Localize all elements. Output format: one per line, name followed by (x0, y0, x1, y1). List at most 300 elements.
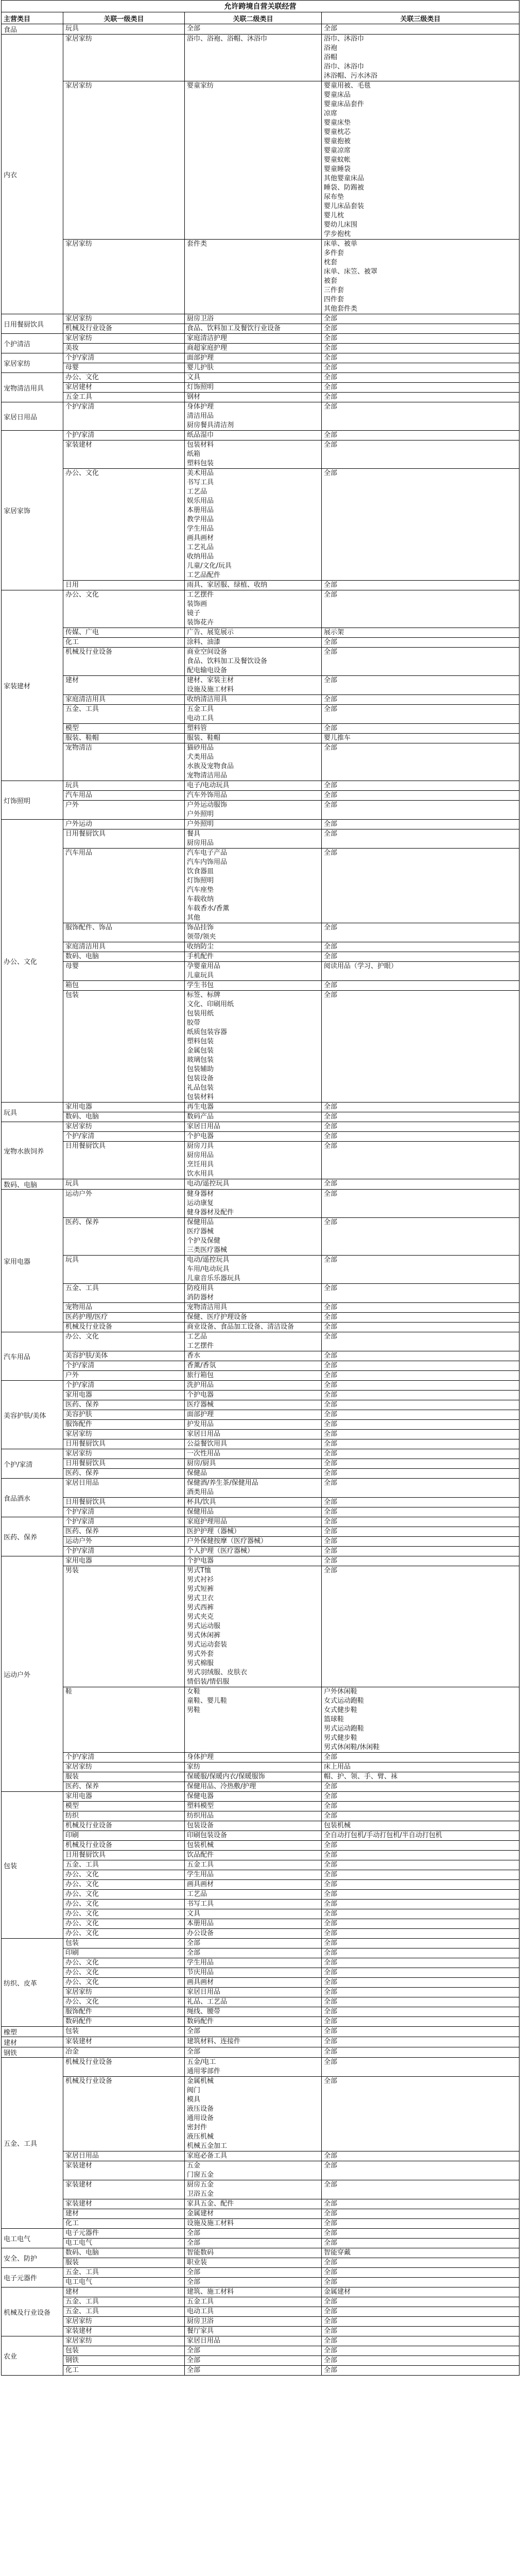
level2-cell[interactable] (185, 2356, 322, 2366)
main-category-cell[interactable]: 电工电气 (2, 2229, 63, 2248)
level3-cell[interactable] (322, 2229, 519, 2239)
level3-cell[interactable] (322, 2307, 519, 2317)
level1-cell[interactable] (63, 1948, 185, 1958)
level2-cell[interactable] (185, 923, 322, 942)
level1-cell[interactable] (63, 1142, 185, 1179)
level2-cell[interactable] (185, 791, 322, 801)
level1-cell[interactable] (63, 2297, 185, 2307)
level1-cell[interactable] (63, 240, 185, 314)
level1-cell[interactable] (63, 1190, 185, 1218)
level3-cell[interactable] (322, 2317, 519, 2327)
main-category-cell[interactable]: 安全、防护 (2, 2248, 63, 2268)
main-category-cell[interactable]: 美容护肤/美体 (2, 1381, 63, 1449)
level1-cell[interactable] (63, 820, 185, 829)
level1-cell[interactable] (63, 1841, 185, 1851)
level3-cell[interactable] (322, 1469, 519, 1479)
level1-cell[interactable] (63, 2209, 185, 2219)
level3-cell[interactable] (322, 1410, 519, 1420)
main-category-cell[interactable]: 家居日用品 (2, 402, 63, 431)
level1-cell[interactable] (63, 1449, 185, 1459)
level2-cell[interactable] (185, 952, 322, 962)
level1-cell[interactable] (63, 1371, 185, 1381)
level1-cell[interactable] (63, 1112, 185, 1122)
level3-cell[interactable] (322, 431, 519, 440)
level1-cell[interactable] (63, 1762, 185, 1772)
level3-cell[interactable] (322, 2268, 519, 2278)
level2-cell[interactable] (185, 1449, 322, 1459)
level2-cell[interactable] (185, 363, 322, 373)
level1-cell[interactable] (63, 1122, 185, 1132)
level1-cell[interactable] (63, 1831, 185, 1841)
level2-cell[interactable] (185, 1537, 322, 1547)
level3-cell[interactable] (322, 942, 519, 952)
level3-cell[interactable] (322, 1284, 519, 1303)
level3-cell[interactable] (322, 676, 519, 695)
level1-cell[interactable] (63, 469, 185, 581)
level2-cell[interactable] (185, 1351, 322, 1361)
level3-cell[interactable] (322, 2346, 519, 2356)
level3-cell[interactable] (322, 590, 519, 628)
level3-cell[interactable] (322, 1802, 519, 1811)
level1-cell[interactable] (63, 1381, 185, 1391)
main-category-cell[interactable]: 五金、工具 (2, 2058, 63, 2229)
level1-cell[interactable] (63, 743, 185, 781)
level2-cell[interactable] (185, 1479, 322, 1498)
level2-cell[interactable] (185, 648, 322, 676)
level1-cell[interactable] (63, 2307, 185, 2317)
level2-cell[interactable] (185, 334, 322, 344)
level1-cell[interactable] (63, 334, 185, 344)
level2-cell[interactable] (185, 314, 322, 324)
level3-cell[interactable] (322, 2327, 519, 2336)
level3-cell[interactable] (322, 1459, 519, 1469)
level2-cell[interactable] (185, 705, 322, 724)
level2-cell[interactable] (185, 2278, 322, 2287)
level3-cell[interactable] (322, 1851, 519, 1860)
level2-cell[interactable] (185, 2219, 322, 2229)
level3-cell[interactable] (322, 2007, 519, 2017)
level1-cell[interactable] (63, 35, 185, 81)
level1-cell[interactable] (63, 695, 185, 705)
level2-cell[interactable] (185, 1870, 322, 1880)
level1-cell[interactable] (63, 314, 185, 324)
level1-cell[interactable] (63, 923, 185, 942)
level3-cell[interactable] (322, 363, 519, 373)
level1-cell[interactable] (63, 2248, 185, 2258)
level2-cell[interactable] (185, 734, 322, 743)
level1-cell[interactable] (63, 2356, 185, 2366)
level2-cell[interactable] (185, 1988, 322, 1997)
main-category-cell[interactable]: 个护清洁 (2, 334, 63, 353)
level3-cell[interactable] (322, 1527, 519, 1537)
level1-cell[interactable] (63, 363, 185, 373)
level3-cell[interactable] (322, 581, 519, 590)
level2-cell[interactable] (185, 2327, 322, 2336)
level1-cell[interactable] (63, 791, 185, 801)
level3-cell[interactable] (322, 734, 519, 743)
level1-cell[interactable] (63, 2047, 185, 2058)
level3-cell[interactable] (322, 743, 519, 781)
level1-cell[interactable] (63, 1256, 185, 1284)
level1-cell[interactable] (63, 2239, 185, 2248)
level3-cell[interactable] (322, 2151, 519, 2161)
level1-cell[interactable] (63, 2336, 185, 2346)
level3-cell[interactable] (322, 1449, 519, 1459)
level1-cell[interactable] (63, 1821, 185, 1831)
level1-cell[interactable] (63, 734, 185, 743)
level1-cell[interactable] (63, 353, 185, 363)
main-category-cell[interactable]: 农业 (2, 2336, 63, 2376)
level2-cell[interactable] (185, 638, 322, 648)
level3-cell[interactable] (322, 1870, 519, 1880)
main-category-cell[interactable]: 电子元器件 (2, 2268, 63, 2287)
level2-cell[interactable] (185, 1919, 322, 1929)
level1-cell[interactable] (63, 1939, 185, 1948)
level1-cell[interactable] (63, 1420, 185, 1430)
main-category-cell[interactable]: 橡塑 (2, 2027, 63, 2037)
level3-cell[interactable] (322, 2239, 519, 2248)
level3-cell[interactable] (322, 829, 519, 849)
level1-cell[interactable] (63, 590, 185, 628)
level2-cell[interactable] (185, 1821, 322, 1831)
level1-cell[interactable] (63, 1303, 185, 1313)
level2-cell[interactable] (185, 1968, 322, 1978)
level3-cell[interactable] (322, 705, 519, 724)
level1-cell[interactable] (63, 581, 185, 590)
level3-cell[interactable] (322, 1400, 519, 1410)
level3-cell[interactable] (322, 1332, 519, 1351)
main-category-cell[interactable]: 家居家饰 (2, 431, 63, 590)
level3-cell[interactable] (322, 1351, 519, 1361)
level2-cell[interactable] (185, 2366, 322, 2376)
level1-cell[interactable] (63, 1753, 185, 1762)
level1-cell[interactable] (63, 24, 185, 35)
level2-cell[interactable] (185, 801, 322, 820)
level1-cell[interactable] (63, 2151, 185, 2161)
level2-cell[interactable] (185, 1929, 322, 1939)
level2-cell[interactable] (185, 2239, 322, 2248)
level1-cell[interactable] (63, 1968, 185, 1978)
level2-cell[interactable] (185, 781, 322, 791)
level3-cell[interactable] (322, 1880, 519, 1890)
level3-cell[interactable] (322, 1900, 519, 1909)
level1-cell[interactable] (63, 1880, 185, 1890)
level2-cell[interactable] (185, 2161, 322, 2180)
level3-cell[interactable] (322, 1948, 519, 1958)
level1-cell[interactable] (63, 829, 185, 849)
level3-cell[interactable] (322, 1811, 519, 1821)
level3-cell[interactable] (322, 1142, 519, 1179)
level3-cell[interactable] (322, 1939, 519, 1948)
level3-cell[interactable] (322, 1190, 519, 1218)
level3-cell[interactable] (322, 1507, 519, 1517)
level3-cell[interactable] (322, 1420, 519, 1430)
level3-cell[interactable] (322, 962, 519, 981)
level1-cell[interactable] (63, 2180, 185, 2199)
level2-cell[interactable] (185, 469, 322, 581)
level1-cell[interactable] (63, 638, 185, 648)
level2-cell[interactable] (185, 942, 322, 952)
level2-cell[interactable] (185, 2258, 322, 2268)
level1-cell[interactable] (63, 1332, 185, 1351)
level1-cell[interactable] (63, 2199, 185, 2209)
level1-cell[interactable] (63, 2268, 185, 2278)
level2-cell[interactable] (185, 676, 322, 695)
level2-cell[interactable] (185, 1880, 322, 1890)
level2-cell[interactable] (185, 962, 322, 981)
level3-cell[interactable] (322, 1890, 519, 1900)
level1-cell[interactable] (63, 1890, 185, 1900)
level3-cell[interactable] (322, 1132, 519, 1142)
level3-cell[interactable] (322, 1841, 519, 1851)
level1-cell[interactable] (63, 724, 185, 734)
level1-cell[interactable] (63, 1782, 185, 1792)
level2-cell[interactable] (185, 1687, 322, 1753)
main-category-cell[interactable]: 玩具 (2, 1103, 63, 1122)
level1-cell[interactable] (63, 1132, 185, 1142)
level2-cell[interactable] (185, 1420, 322, 1430)
level1-cell[interactable] (63, 81, 185, 240)
level2-cell[interactable] (185, 820, 322, 829)
level1-cell[interactable] (63, 2258, 185, 2268)
level3-cell[interactable] (322, 2287, 519, 2297)
level2-cell[interactable] (185, 1256, 322, 1284)
level2-cell[interactable] (185, 1179, 322, 1190)
level3-cell[interactable] (322, 781, 519, 791)
level3-cell[interactable] (322, 648, 519, 676)
level2-cell[interactable] (185, 2307, 322, 2317)
level2-cell[interactable] (185, 724, 322, 734)
level2-cell[interactable] (185, 2229, 322, 2239)
level3-cell[interactable] (322, 1909, 519, 1919)
level1-cell[interactable] (63, 1323, 185, 1332)
level1-cell[interactable] (63, 2077, 185, 2151)
main-category-cell[interactable]: 内衣 (2, 35, 63, 314)
main-category-cell[interactable]: 钢铁 (2, 2047, 63, 2058)
level3-cell[interactable] (322, 1256, 519, 1284)
level2-cell[interactable] (185, 2209, 322, 2219)
level2-cell[interactable] (185, 1103, 322, 1112)
level2-cell[interactable] (185, 1547, 322, 1556)
level3-cell[interactable] (322, 923, 519, 942)
level1-cell[interactable] (63, 1469, 185, 1479)
level3-cell[interactable] (322, 1122, 519, 1132)
main-category-cell[interactable]: 宠物水族饲养 (2, 1122, 63, 1179)
level3-cell[interactable] (322, 373, 519, 383)
level2-cell[interactable] (185, 1978, 322, 1988)
main-category-cell[interactable]: 运动户外 (2, 1556, 63, 1792)
level1-cell[interactable] (63, 1103, 185, 1112)
level1-cell[interactable] (63, 2366, 185, 2376)
level2-cell[interactable] (185, 1218, 322, 1256)
level1-cell[interactable] (63, 676, 185, 695)
level3-cell[interactable] (322, 1547, 519, 1556)
level1-cell[interactable] (63, 1811, 185, 1821)
level1-cell[interactable] (63, 801, 185, 820)
level3-cell[interactable] (322, 1323, 519, 1332)
level1-cell[interactable] (63, 2278, 185, 2287)
level1-cell[interactable] (63, 1900, 185, 1909)
level2-cell[interactable] (185, 1323, 322, 1332)
main-category-cell[interactable]: 数码、电脑 (2, 1179, 63, 1190)
level3-cell[interactable] (322, 1792, 519, 1802)
level1-cell[interactable] (63, 1566, 185, 1687)
level2-cell[interactable] (185, 2336, 322, 2346)
level1-cell[interactable] (63, 1459, 185, 1469)
level2-cell[interactable] (185, 2017, 322, 2027)
level1-cell[interactable] (63, 1361, 185, 1371)
level1-cell[interactable] (63, 849, 185, 923)
level3-cell[interactable] (322, 1303, 519, 1313)
level2-cell[interactable] (185, 1469, 322, 1479)
level3-cell[interactable] (322, 2161, 519, 2180)
level2-cell[interactable] (185, 2077, 322, 2151)
level2-cell[interactable] (185, 2297, 322, 2307)
level1-cell[interactable] (63, 1430, 185, 1439)
level1-cell[interactable] (63, 991, 185, 1103)
level3-cell[interactable] (322, 1313, 519, 1323)
level3-cell[interactable] (322, 695, 519, 705)
level2-cell[interactable] (185, 2346, 322, 2356)
level2-cell[interactable] (185, 743, 322, 781)
level3-cell[interactable] (322, 1498, 519, 1507)
level3-cell[interactable] (322, 1997, 519, 2007)
level2-cell[interactable] (185, 1381, 322, 1391)
level2-cell[interactable] (185, 240, 322, 314)
level2-cell[interactable] (185, 1439, 322, 1449)
level3-cell[interactable] (322, 991, 519, 1103)
level2-cell[interactable] (185, 1566, 322, 1687)
level1-cell[interactable] (63, 344, 185, 353)
level1-cell[interactable] (63, 402, 185, 431)
level3-cell[interactable] (322, 81, 519, 240)
level3-cell[interactable] (322, 1517, 519, 1527)
level3-cell[interactable] (322, 1687, 519, 1753)
level1-cell[interactable] (63, 373, 185, 383)
level1-cell[interactable] (63, 1517, 185, 1527)
level2-cell[interactable] (185, 1459, 322, 1469)
level2-cell[interactable] (185, 402, 322, 431)
level3-cell[interactable] (322, 334, 519, 344)
level3-cell[interactable] (322, 2209, 519, 2219)
level3-cell[interactable] (322, 638, 519, 648)
level2-cell[interactable] (185, 981, 322, 991)
level3-cell[interactable] (322, 324, 519, 334)
level2-cell[interactable] (185, 628, 322, 638)
level1-cell[interactable] (63, 2027, 185, 2037)
main-category-cell[interactable]: 家用电器 (2, 1190, 63, 1332)
level3-cell[interactable] (322, 2336, 519, 2346)
level1-cell[interactable] (63, 1772, 185, 1782)
level3-cell[interactable] (322, 849, 519, 923)
level3-cell[interactable] (322, 1753, 519, 1762)
level2-cell[interactable] (185, 1851, 322, 1860)
level3-cell[interactable] (322, 1361, 519, 1371)
level2-cell[interactable] (185, 1303, 322, 1313)
level3-cell[interactable] (322, 1919, 519, 1929)
level1-cell[interactable] (63, 1851, 185, 1860)
main-category-cell[interactable]: 个护/家清 (2, 1449, 63, 1479)
level3-cell[interactable] (322, 314, 519, 324)
level3-cell[interactable] (322, 628, 519, 638)
level2-cell[interactable] (185, 2007, 322, 2017)
level3-cell[interactable] (322, 240, 519, 314)
main-category-cell[interactable]: 宠物清洁用具 (2, 373, 63, 402)
level1-cell[interactable] (63, 1919, 185, 1929)
level2-cell[interactable] (185, 35, 322, 81)
level1-cell[interactable] (63, 705, 185, 724)
level3-cell[interactable] (322, 1479, 519, 1498)
level3-cell[interactable] (322, 791, 519, 801)
level2-cell[interactable] (185, 695, 322, 705)
level1-cell[interactable] (63, 383, 185, 393)
main-category-cell[interactable]: 食品酒水 (2, 1479, 63, 1517)
level2-cell[interactable] (185, 1122, 322, 1132)
level3-cell[interactable] (322, 2037, 519, 2047)
main-category-cell[interactable]: 家装建材 (2, 590, 63, 781)
level1-cell[interactable] (63, 2037, 185, 2047)
level3-cell[interactable] (322, 2219, 519, 2229)
level1-cell[interactable] (63, 1687, 185, 1753)
level2-cell[interactable] (185, 1762, 322, 1772)
level2-cell[interactable] (185, 849, 322, 923)
level3-cell[interactable] (322, 2077, 519, 2151)
level2-cell[interactable] (185, 1517, 322, 1527)
level1-cell[interactable] (63, 1179, 185, 1190)
level1-cell[interactable] (63, 1410, 185, 1420)
level2-cell[interactable] (185, 1142, 322, 1179)
level2-cell[interactable] (185, 2287, 322, 2297)
level2-cell[interactable] (185, 581, 322, 590)
level1-cell[interactable] (63, 1958, 185, 1968)
level3-cell[interactable] (322, 1381, 519, 1391)
level1-cell[interactable] (63, 1909, 185, 1919)
level3-cell[interactable] (322, 402, 519, 431)
level3-cell[interactable] (322, 2258, 519, 2268)
level3-cell[interactable] (322, 1860, 519, 1870)
level1-cell[interactable] (63, 1860, 185, 1870)
level1-cell[interactable] (63, 2287, 185, 2297)
level3-cell[interactable] (322, 801, 519, 820)
level2-cell[interactable] (185, 829, 322, 849)
level3-cell[interactable] (322, 2248, 519, 2258)
level1-cell[interactable] (63, 2058, 185, 2077)
level1-cell[interactable] (63, 1537, 185, 1547)
main-category-cell[interactable]: 办公、文化 (2, 820, 63, 1103)
level2-cell[interactable] (185, 590, 322, 628)
level1-cell[interactable] (63, 1802, 185, 1811)
level2-cell[interactable] (185, 373, 322, 383)
level2-cell[interactable] (185, 1802, 322, 1811)
level1-cell[interactable] (63, 2327, 185, 2336)
level2-cell[interactable] (185, 991, 322, 1103)
level2-cell[interactable] (185, 1958, 322, 1968)
level1-cell[interactable] (63, 1988, 185, 1997)
main-category-cell[interactable]: 纺织、皮革 (2, 1939, 63, 2027)
level2-cell[interactable] (185, 1132, 322, 1142)
level1-cell[interactable] (63, 1439, 185, 1449)
level1-cell[interactable] (63, 1391, 185, 1400)
level2-cell[interactable] (185, 1284, 322, 1303)
level1-cell[interactable] (63, 431, 185, 440)
level3-cell[interactable] (322, 2058, 519, 2077)
level2-cell[interactable] (185, 440, 322, 469)
level2-cell[interactable] (185, 1527, 322, 1537)
level2-cell[interactable] (185, 2058, 322, 2077)
level2-cell[interactable] (185, 1361, 322, 1371)
main-category-cell[interactable]: 日用餐厨饮具 (2, 314, 63, 334)
level1-cell[interactable] (63, 393, 185, 402)
